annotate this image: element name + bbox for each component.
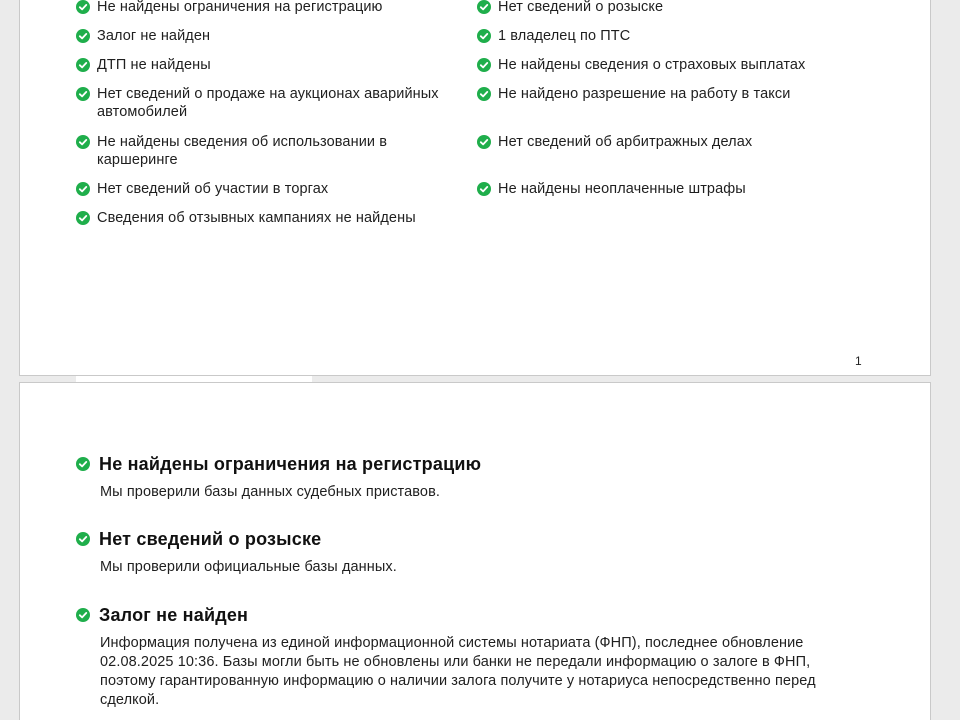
check-circle-icon	[76, 211, 90, 225]
detail-section	[76, 604, 856, 710]
summary-item	[477, 85, 790, 103]
summary-item-label: Не найдены ограничения на регистрацию	[97, 0, 383, 15]
summary-item	[76, 133, 406, 169]
check-circle-icon	[76, 29, 90, 43]
check-circle-icon	[477, 0, 491, 14]
section-description: Мы проверили официальные базы данных.	[100, 559, 397, 575]
summary-item-label: Залог не найден	[97, 28, 211, 44]
section-description: Информация получена из единой информационной системы нотариата (ФНП), последнее обновление 02.08.2025 10:36. Базы могли быть не обновлены или банки не передали информацию о залоге в ФНП, поэтому гарантированную информацию о наличии залога получите у нотариуса непосредственно перед сделкой.	[100, 635, 816, 708]
check-circle-icon	[76, 58, 90, 72]
summary-item-label: Нет сведений о розыске	[498, 0, 664, 15]
check-circle-icon	[76, 0, 90, 14]
section-header	[76, 528, 856, 550]
check-circle-icon	[477, 135, 491, 149]
section-header	[76, 604, 856, 626]
summary-item-label: Нет сведений о продаже на аукционах аварийных автомобилей	[97, 86, 439, 120]
detail-section	[76, 528, 856, 577]
summary-item-label: Нет сведений об участии в торгах	[97, 181, 329, 197]
summary-item	[477, 27, 630, 45]
summary-item	[76, 85, 466, 121]
check-circle-icon	[477, 182, 491, 196]
section-title: Нет сведений о розыске	[99, 529, 322, 549]
check-circle-icon	[76, 182, 90, 196]
section-title: Залог не найден	[99, 605, 249, 625]
summary-item-label: Нет сведений об арбитражных делах	[498, 134, 753, 150]
summary-item-label: Не найдено разрешение на работу в такси	[498, 86, 791, 102]
section-description: Мы проверили базы данных судебных приставов.	[100, 484, 441, 500]
summary-item	[76, 180, 328, 198]
summary-item	[76, 209, 416, 227]
summary-item-label: Не найдены сведения об использовании в каршеринге	[97, 134, 388, 168]
check-circle-icon	[477, 87, 491, 101]
summary-item-label: ДТП не найдены	[97, 57, 211, 73]
summary-item	[76, 56, 211, 74]
summary-item	[76, 0, 383, 16]
check-circle-icon	[477, 29, 491, 43]
check-circle-icon	[477, 58, 491, 72]
check-circle-icon	[76, 87, 90, 101]
detail-section	[76, 453, 856, 502]
check-circle-icon	[76, 457, 90, 471]
check-circle-icon	[76, 608, 90, 622]
check-circle-icon	[76, 532, 90, 546]
summary-item	[477, 56, 805, 74]
summary-item-label: Не найдены сведения о страховых выплатах	[498, 57, 806, 73]
summary-item	[76, 27, 210, 45]
check-circle-icon	[76, 135, 90, 149]
summary-item	[477, 0, 663, 16]
summary-item-label: Сведения об отзывных кампаниях не найдены	[97, 210, 416, 226]
summary-item-label: 1 владелец по ПТС	[498, 28, 631, 44]
summary-item	[477, 180, 746, 198]
section-title: Не найдены ограничения на регистрацию	[99, 454, 482, 474]
section-header	[76, 453, 856, 475]
page-number: 1	[855, 354, 862, 368]
summary-item-label: Не найдены неоплаченные штрафы	[498, 181, 746, 197]
summary-item	[477, 133, 752, 151]
